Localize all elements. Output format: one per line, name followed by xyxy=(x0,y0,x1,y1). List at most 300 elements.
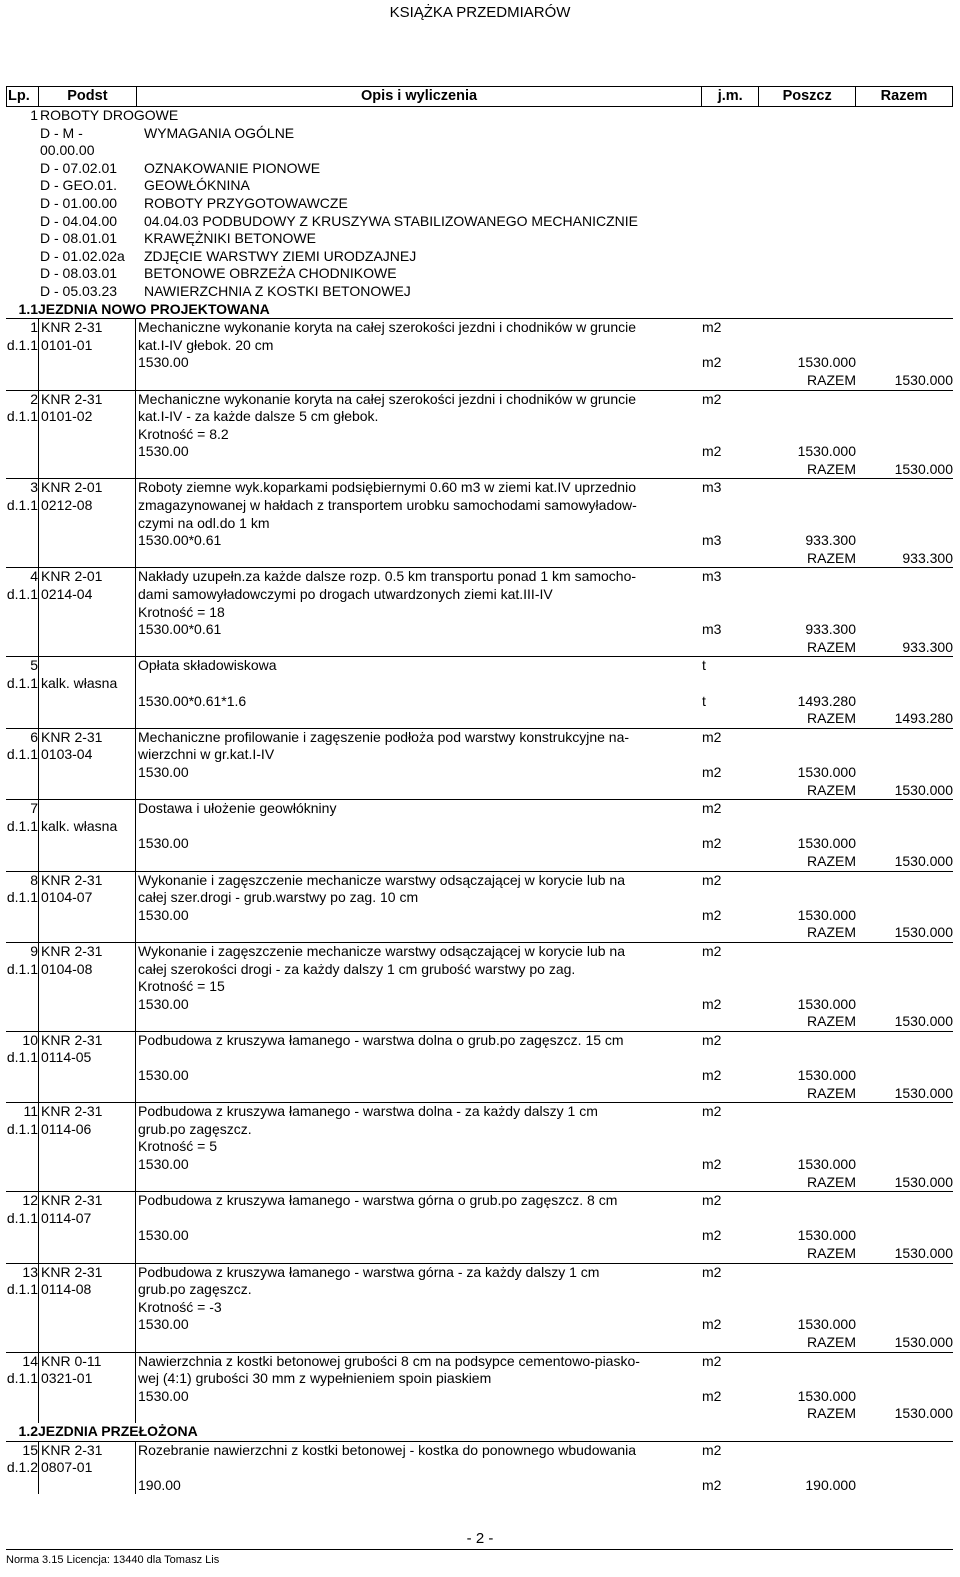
spacer xyxy=(702,853,759,871)
calc-unit: m2 xyxy=(702,1316,722,1333)
position-description: Roboty ziemne wyk.koparkami podsiębiernymi 0.60 m3 w ziemi kat.IV uprzednio xyxy=(138,479,636,496)
spacer xyxy=(759,1459,856,1477)
calc-unit: m2 xyxy=(702,1387,722,1404)
spacer xyxy=(856,1316,953,1334)
spec-row xyxy=(6,195,953,213)
calc-line xyxy=(6,764,953,782)
spacer xyxy=(856,604,953,622)
position-line xyxy=(6,1299,953,1317)
spacer xyxy=(856,1049,953,1067)
position-unit xyxy=(702,1138,759,1156)
spacer xyxy=(759,426,856,444)
calc-expression: 1530.00 xyxy=(138,995,189,1012)
position-ref: d.1.1 xyxy=(6,1120,38,1137)
spacer xyxy=(136,1174,702,1192)
spacer xyxy=(856,479,953,497)
total-value: 1530.000 xyxy=(894,371,953,388)
spec-code: D - 05.03.23 xyxy=(40,282,118,299)
calc-line xyxy=(6,835,953,853)
calc-expression: 1530.00*0.61*1.6 xyxy=(138,692,247,709)
total-line xyxy=(6,1334,953,1352)
calc-expression: 1530.00 xyxy=(138,763,189,780)
table-row xyxy=(6,1352,953,1423)
spacer xyxy=(856,497,953,515)
spacer xyxy=(702,1174,759,1192)
section-num: 1.1 xyxy=(18,300,38,317)
spec-row xyxy=(6,160,953,178)
spacer xyxy=(759,872,856,890)
position-description: całej szer.drogi - grub.warstwy po zag. 10 cm xyxy=(138,889,419,906)
position-number: 1 xyxy=(30,319,38,336)
spacer xyxy=(759,1121,856,1139)
spacer xyxy=(759,497,856,515)
spec-name: NAWIERZCHNIA Z KOSTKI BETONOWEJ xyxy=(144,282,411,299)
spacer xyxy=(759,1192,856,1210)
calc-expression: 1530.00 xyxy=(138,354,189,371)
spacer xyxy=(6,764,38,782)
spacer xyxy=(38,693,136,711)
position-description: grub.po zagęszcz. xyxy=(138,1281,252,1298)
spacer xyxy=(38,621,136,639)
spacer xyxy=(136,372,702,390)
spacer xyxy=(38,1316,136,1334)
calc-unit: t xyxy=(702,692,706,709)
col-jm: j.m. xyxy=(702,87,759,106)
total-label: RAZEM xyxy=(807,1084,856,1101)
spacer xyxy=(856,532,953,550)
position-ref: d.1.1 xyxy=(6,408,38,425)
total-label: RAZEM xyxy=(807,924,856,941)
position-ref: d.1.1 xyxy=(6,586,38,603)
position-basis: KNR 2-31 xyxy=(38,872,136,890)
position-unit xyxy=(702,961,759,979)
spacer xyxy=(856,1067,953,1085)
position-description: czymi na odl.do 1 km xyxy=(138,514,270,531)
position-number: 12 xyxy=(22,1192,38,1209)
position-basis xyxy=(38,1299,136,1317)
spacer xyxy=(702,924,759,942)
position-description: Podbudowa z kruszywa łamanego - warstwa górna o grub.po zagęszcz. 8 cm xyxy=(138,1192,618,1209)
position-line xyxy=(6,1192,953,1210)
calc-value: 190.000 xyxy=(805,1476,856,1493)
calc-unit: m2 xyxy=(702,1067,722,1084)
total-label: RAZEM xyxy=(807,1245,856,1261)
position-description: wej (4:1) grubości 30 mm z wypełnieniem spoin piaskiem xyxy=(138,1370,492,1387)
spacer xyxy=(856,319,953,337)
spacer xyxy=(759,746,856,764)
position-basis: 0321-01 xyxy=(38,1370,136,1388)
col-razem: Razem xyxy=(856,87,953,106)
position-line xyxy=(6,872,953,890)
position-description: Wykonanie i zagęszczenie mechanicze warstwy odsączającej w korycie lub na xyxy=(138,871,625,888)
calc-value: 1530.000 xyxy=(797,443,856,460)
position-line xyxy=(6,1210,953,1228)
position-line xyxy=(6,1049,953,1067)
calc-expression: 1530.00 xyxy=(138,443,189,460)
spec-row xyxy=(6,213,953,231)
col-poszcz: Poszcz xyxy=(759,87,856,106)
spacer xyxy=(6,532,38,550)
spacer xyxy=(38,1013,136,1031)
spacer xyxy=(6,1156,38,1174)
position-description: wierzchni w gr.kat.I-IV xyxy=(138,746,275,763)
total-value: 1530.000 xyxy=(894,460,953,477)
spec-code: D - 08.03.01 xyxy=(40,265,118,282)
calc-expression: 1530.00 xyxy=(138,1067,189,1084)
spacer xyxy=(856,800,953,818)
position-unit xyxy=(702,1121,759,1139)
position-description: Krotność = 18 xyxy=(138,603,225,620)
spacer xyxy=(856,1388,953,1406)
position-description xyxy=(136,1459,702,1477)
spacer xyxy=(6,693,38,711)
spec-name: WYMAGANIA OGÓLNE xyxy=(144,124,295,141)
spacer xyxy=(856,1103,953,1121)
spacer xyxy=(759,1049,856,1067)
calc-value: 1530.000 xyxy=(797,1387,856,1404)
position-line xyxy=(6,479,953,497)
calc-expression: 1530.00 xyxy=(138,1156,189,1173)
spacer xyxy=(136,1013,702,1031)
spacer xyxy=(38,1334,136,1352)
total-line xyxy=(6,550,953,568)
col-opis: Opis i wyliczenia xyxy=(137,87,702,106)
position-basis: KNR 2-31 xyxy=(38,1442,136,1460)
spacer xyxy=(856,1442,953,1460)
position-ref: d.1.1 xyxy=(6,1209,38,1226)
calc-value: 1530.000 xyxy=(797,1316,856,1333)
calc-value: 1530.000 xyxy=(797,1227,856,1244)
calc-value: 1530.000 xyxy=(797,763,856,780)
spacer xyxy=(856,426,953,444)
position-basis: KNR 2-31 xyxy=(38,1264,136,1282)
position-line xyxy=(6,657,953,675)
spacer xyxy=(759,337,856,355)
spacer xyxy=(38,372,136,390)
position-line xyxy=(6,1442,953,1460)
spacer xyxy=(6,354,38,372)
position-description: Mechaniczne profilowanie i zagęszenie podłoża pod warstwy konstrukcyjne na- xyxy=(138,728,630,745)
calc-value: 1530.000 xyxy=(797,354,856,371)
position-unit xyxy=(702,497,759,515)
table-row xyxy=(6,478,953,567)
total-line xyxy=(6,1013,953,1031)
spacer xyxy=(6,710,38,728)
total-line xyxy=(6,639,953,657)
position-line xyxy=(6,1281,953,1299)
spacer xyxy=(38,550,136,568)
spacer xyxy=(702,550,759,568)
spacer xyxy=(6,907,38,925)
position-description: Wykonanie i zagęszczenie mechanicze warstwy odsączającej w korycie lub na xyxy=(138,942,625,959)
position-ref: d.1.1 xyxy=(6,889,38,906)
spacer xyxy=(38,1388,136,1406)
section-list xyxy=(6,301,953,1495)
total-value: 1530.000 xyxy=(894,852,953,869)
spacer xyxy=(38,1245,136,1263)
calc-unit: m2 xyxy=(702,906,722,923)
spacer xyxy=(759,943,856,961)
table-row xyxy=(6,1441,953,1495)
total-value: 1530.000 xyxy=(894,1245,953,1261)
position-basis xyxy=(38,515,136,533)
position-line xyxy=(6,1103,953,1121)
position-basis: 0114-06 xyxy=(38,1121,136,1139)
spacer xyxy=(6,924,38,942)
spacer xyxy=(856,1370,953,1388)
position-unit: t xyxy=(702,657,706,674)
spacer xyxy=(856,764,953,782)
position-description: Rozebranie nawierzchni z kostki betonowej - kostka do ponownego wbudowania xyxy=(138,1441,637,1458)
spacer xyxy=(856,1210,953,1228)
position-description xyxy=(136,675,702,693)
calc-value: 1530.000 xyxy=(797,835,856,852)
position-line xyxy=(6,337,953,355)
spacer xyxy=(38,710,136,728)
spacer xyxy=(6,996,38,1014)
position-line xyxy=(6,568,953,586)
position-description: kat.I-IV głebok. 20 cm xyxy=(138,336,274,353)
position-unit: m2 xyxy=(702,390,722,407)
spacer xyxy=(759,1281,856,1299)
spacer xyxy=(856,408,953,426)
position-basis: KNR 2-31 xyxy=(38,943,136,961)
spec-code: D - 08.01.01 xyxy=(40,230,118,247)
position-basis: 0114-07 xyxy=(38,1210,136,1228)
position-basis: KNR 2-31 xyxy=(38,1103,136,1121)
position-basis: KNR 2-31 xyxy=(38,391,136,409)
table-row xyxy=(6,728,953,799)
position-basis: kalk. własna xyxy=(38,675,136,693)
spacer xyxy=(759,961,856,979)
total-value: 1530.000 xyxy=(894,1173,953,1190)
spacer xyxy=(759,889,856,907)
position-unit: m2 xyxy=(702,1352,722,1369)
section-title: JEZDNIA PRZEŁOŻONA xyxy=(38,1422,198,1439)
position-ref xyxy=(6,1138,38,1156)
position-ref: d.1.1 xyxy=(6,336,38,353)
position-ref xyxy=(6,604,38,622)
spacer xyxy=(6,1405,38,1423)
calc-expression: 190.00 xyxy=(138,1476,181,1493)
table-row xyxy=(6,656,953,727)
spacer xyxy=(702,1334,759,1352)
position-unit xyxy=(702,1210,759,1228)
spec-row xyxy=(6,283,953,301)
position-number: 5 xyxy=(30,657,38,674)
position-unit: m2 xyxy=(702,800,722,817)
position-description: zmagazynowanej w hałdach z transportem urobku samochodami samowyładow- xyxy=(138,497,637,514)
position-ref xyxy=(6,515,38,533)
table-row xyxy=(6,1102,953,1191)
spacer xyxy=(856,996,953,1014)
spacer xyxy=(856,515,953,533)
position-description xyxy=(136,1210,702,1228)
estimate-table xyxy=(6,86,953,1494)
position-description: grub.po zagęszcz. xyxy=(138,1120,252,1137)
position-description: Krotność = 8.2 xyxy=(138,425,229,442)
spacer xyxy=(759,391,856,409)
position-basis: 0103-04 xyxy=(38,746,136,764)
spacer xyxy=(6,639,38,657)
section-row xyxy=(6,1423,953,1441)
position-line xyxy=(6,1370,953,1388)
position-unit xyxy=(702,586,759,604)
table-row xyxy=(6,871,953,942)
calc-unit: m2 xyxy=(702,763,722,780)
position-number: 2 xyxy=(30,390,38,407)
spacer xyxy=(38,1477,136,1495)
spacer xyxy=(856,746,953,764)
position-description: Nawierzchnia z kostki betonowej grubości 8 cm na podsypce cementowo-piasko- xyxy=(138,1352,640,1369)
position-ref: d.1.1 xyxy=(6,1370,38,1387)
spacer xyxy=(759,319,856,337)
total-line xyxy=(6,710,953,728)
position-basis: 0114-05 xyxy=(38,1049,136,1067)
total-label: RAZEM xyxy=(807,852,856,869)
calc-expression: 1530.00 xyxy=(138,1227,189,1244)
spacer xyxy=(6,461,38,479)
spec-list xyxy=(6,125,953,301)
spacer xyxy=(6,1067,38,1085)
license-text: Norma 3.15 Licencja: 13440 dla Tomasz Lis xyxy=(6,1554,220,1566)
position-unit: m2 xyxy=(702,1192,722,1209)
spacer xyxy=(136,1405,702,1423)
spacer xyxy=(856,978,953,996)
position-ref: d.1.1 xyxy=(6,497,38,514)
spec-name: 04.04.03 PODBUDOWY Z KRUSZYWA STABILIZOWANEGO MECHANICZNIE xyxy=(144,212,638,229)
position-line xyxy=(6,818,953,836)
spacer xyxy=(38,1405,136,1423)
position-description: Krotność = 15 xyxy=(138,978,225,995)
chapter-row xyxy=(6,107,953,125)
calc-unit: m2 xyxy=(702,443,722,460)
position-unit: m2 xyxy=(702,728,722,745)
table-row xyxy=(6,318,953,389)
position-line xyxy=(6,1264,953,1282)
spacer xyxy=(6,1013,38,1031)
spacer xyxy=(856,1227,953,1245)
position-number: 4 xyxy=(30,568,38,585)
calc-value: 1530.000 xyxy=(797,1156,856,1173)
calc-line xyxy=(6,1156,953,1174)
spacer xyxy=(38,1085,136,1103)
table-row xyxy=(6,1191,953,1262)
position-basis xyxy=(38,657,136,675)
spacer xyxy=(702,1013,759,1031)
spacer xyxy=(856,1032,953,1050)
spacer xyxy=(702,639,759,657)
total-line xyxy=(6,1245,953,1263)
total-value: 1530.000 xyxy=(894,1333,953,1350)
spacer xyxy=(38,639,136,657)
spec-code: D - 04.04.00 xyxy=(40,212,118,229)
calc-unit: m2 xyxy=(702,354,722,371)
position-basis xyxy=(38,800,136,818)
calc-value: 1530.000 xyxy=(797,995,856,1012)
spacer xyxy=(38,1174,136,1192)
spacer xyxy=(759,1353,856,1371)
total-line xyxy=(6,1085,953,1103)
position-line xyxy=(6,978,953,996)
position-unit xyxy=(702,426,759,444)
position-basis: kalk. własna xyxy=(38,818,136,836)
position-description: Opłata składowiskowa xyxy=(138,657,277,674)
position-line xyxy=(6,515,953,533)
spec-row xyxy=(6,177,953,195)
position-description: Krotność = -3 xyxy=(138,1298,222,1315)
spacer xyxy=(6,621,38,639)
spec-name: KRAWĘŻNIKI BETONOWE xyxy=(144,230,316,247)
position-description: Podbudowa z kruszywa łamanego - warstwa górna - za każdy dalszy 1 cm xyxy=(138,1263,600,1280)
spacer xyxy=(702,710,759,728)
spacer xyxy=(856,586,953,604)
position-basis: KNR 2-31 xyxy=(38,729,136,747)
spacer xyxy=(759,1370,856,1388)
position-line xyxy=(6,800,953,818)
spacer xyxy=(856,889,953,907)
spacer xyxy=(759,1138,856,1156)
position-ref: d.1.1 xyxy=(6,1281,38,1298)
spacer xyxy=(856,391,953,409)
spacer xyxy=(856,1138,953,1156)
position-unit xyxy=(702,978,759,996)
calc-expression: 1530.00 xyxy=(138,1316,189,1333)
spacer xyxy=(759,729,856,747)
total-label: RAZEM xyxy=(807,1405,856,1422)
calc-value: 1493.280 xyxy=(797,692,856,709)
spacer xyxy=(136,639,702,657)
position-unit xyxy=(702,1299,759,1317)
position-unit xyxy=(702,675,759,693)
calc-unit: m3 xyxy=(702,621,722,638)
spacer xyxy=(6,1477,38,1495)
position-unit xyxy=(702,818,759,836)
spec-name: ROBOTY PRZYGOTOWAWCZE xyxy=(144,194,348,211)
spacer xyxy=(38,443,136,461)
position-basis xyxy=(38,426,136,444)
calc-line xyxy=(6,1477,953,1495)
spacer xyxy=(6,853,38,871)
calc-value: 1530.000 xyxy=(797,906,856,923)
calc-line xyxy=(6,354,953,372)
total-line xyxy=(6,461,953,479)
spacer xyxy=(6,835,38,853)
spacer xyxy=(759,675,856,693)
spacer xyxy=(856,1281,953,1299)
spacer xyxy=(856,1353,953,1371)
calc-value: 933.300 xyxy=(805,621,856,638)
calc-unit: m3 xyxy=(702,532,722,549)
position-unit: m2 xyxy=(702,1103,722,1120)
position-number: 15 xyxy=(22,1441,38,1458)
position-ref: d.1.1 xyxy=(6,1049,38,1066)
total-value: 1530.000 xyxy=(894,1084,953,1101)
spacer xyxy=(759,1032,856,1050)
total-value: 1530.000 xyxy=(894,924,953,941)
position-basis: 0807-01 xyxy=(38,1459,136,1477)
spacer xyxy=(702,1085,759,1103)
spacer xyxy=(759,515,856,533)
calc-line xyxy=(6,1067,953,1085)
position-unit xyxy=(702,337,759,355)
calc-expression: 1530.00 xyxy=(138,1387,189,1404)
spacer xyxy=(856,657,953,675)
section-num: 1.2 xyxy=(18,1422,38,1439)
total-label: RAZEM xyxy=(807,638,856,655)
position-ref: d.1.1 xyxy=(6,960,38,977)
position-basis: 0101-01 xyxy=(38,337,136,355)
